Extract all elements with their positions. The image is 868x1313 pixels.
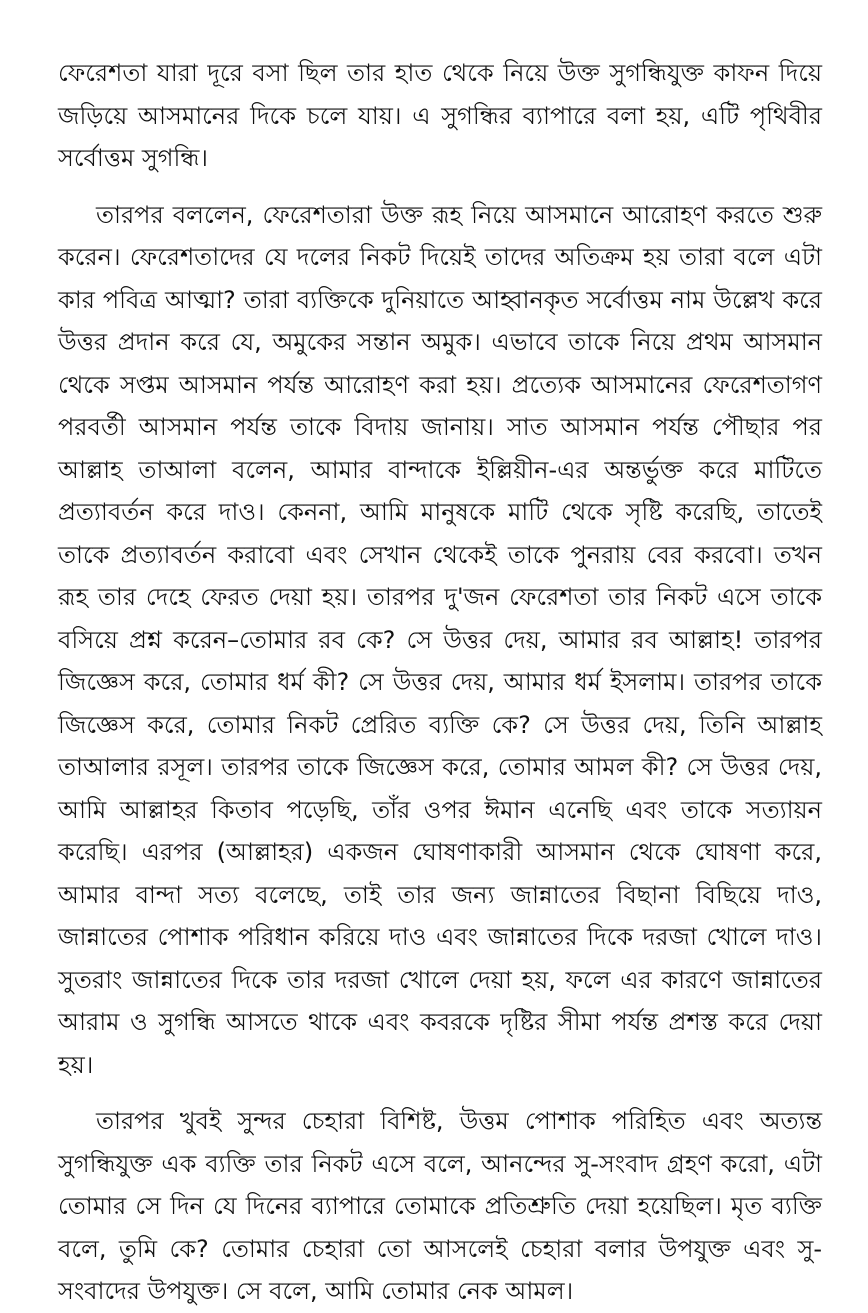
paragraph-1: ফেরেশতা যারা দূরে বসা ছিল তার হাত থেকে নিয়ে উক্ত সুগন্ধিযুক্ত কাফন দিয়ে জড়িয়ে আসমানের দিকে চলে যায়। এ সুগন্ধির ব্যাপারে বলা হয়, এটি পৃথিবীর সর্বোত্তম সুগন্ধি। xyxy=(58,59,822,172)
paragraph-2: তারপর বললেন, ফেরেশতারা উক্ত রূহ নিয়ে আসমানে আরোহণ করতে শুরু করেন। ফেরেশতাদের যে দলের নিকট দিয়েই তাদের অতিক্রম হয় তারা বলে এটা কার পবিত্র আত্মা? তারা ব্যক্তিকে দুনিয়াতে আহ্বানকৃত সর্বোত্তম নাম উল্লেখ করে উত্তর প্রদান করে যে, অমুকের সন্তান অমুক। এভাবে তাকে নিয়ে প্রথম আসমান থেকে সপ্তম আসমান পর্যন্ত আরোহণ করা হয়। প্রত্যেক আসমানের ফেরেশতাগণ পরবর্তী আসমান পর্যন্ত তাকে বিদায় জানায়। সাত আসমান পর্যন্ত পৌছার পর আল্লাহ তাআলা বলেন, আমার বান্দাকে ইল্লিয়ীন-এর অন্তর্ভুক্ত করে মাটিতে প্রত্যাবর্তন করে দাও। কেননা, আমি মানুষকে মাটি থেকে সৃষ্টি করেছি, তাতেই তাকে প্রত্যাবর্তন করাবো এবং সেখান থেকেই তাকে পুনরায় বের করবো। তখন রূহ তার দেহে ফেরত দেয়া হয়। তারপর দু'জন ফেরেশতা তার নিকট এসে তাকে বসিয়ে প্রশ্ন করেন–তোমার রব কে? সে উত্তর দেয়, আমার রব আল্লাহ! তারপর জিজ্ঞেস করে, তোমার ধর্ম কী? সে উত্তর দেয়, আমার ধর্ম ইসলাম। তারপর তাকে জিজ্ঞেস করে, তোমার নিকট প্রেরিত ব্যক্তি কে? সে উত্তর দেয়, তিনি আল্লাহ তাআলার রসূল। তারপর তাকে জিজ্ঞেস করে, তোমার আমল কী? সে উত্তর দেয়, আমি আল্লাহর কিতাব পড়েছি, তাঁর ওপর ঈমান এনেছি এবং তাকে সত্যায়ন করেছি। এরপর (আল্লাহর) একজন ঘোষণাকারী আসমান থেকে ঘোষণা করে, আমার বান্দা সত্য বলেছে, তাই তার জন্য জান্নাতের বিছানা বিছিয়ে দাও, জান্নাতের পোশাক পরিধান করিয়ে দাও এবং জান্নাতের দিকে দরজা খোলে দাও। সুতরাং জান্নাতের দিকে তার দরজা খোলে দেয়া হয়, ফলে এর কারণে জান্নাতের আরাম ও সুগন্ধি আসতে থাকে এবং কবরকে দৃষ্টির সীমা পর্যন্ত প্রশস্ত করে দেয়া হয়। xyxy=(58,200,822,1079)
paragraph-3: তারপর খুবই সুন্দর চেহারা বিশিষ্ট, উত্তম পোশাক পরিহিত এবং অত্যন্ত সুগন্ধিযুক্ত এক ব্যক্তি তার নিকট এসে বলে, আনন্দের সু-সংবাদ গ্রহণ করো, এটা তোমার সে দিন যে দিনের ব্যাপারে তোমাকে প্রতিশ্রুতি দেয়া হয়েছিল। মৃত ব্যক্তি বলে, তুমি কে? তোমার চেহারা তো আসলেই চেহারা বলার উপযুক্ত এবং সু-সংবাদের উপযুক্ত। সে বলে, আমি তোমার নেক আমল। xyxy=(58,1107,822,1305)
document-page xyxy=(58,52,822,1313)
